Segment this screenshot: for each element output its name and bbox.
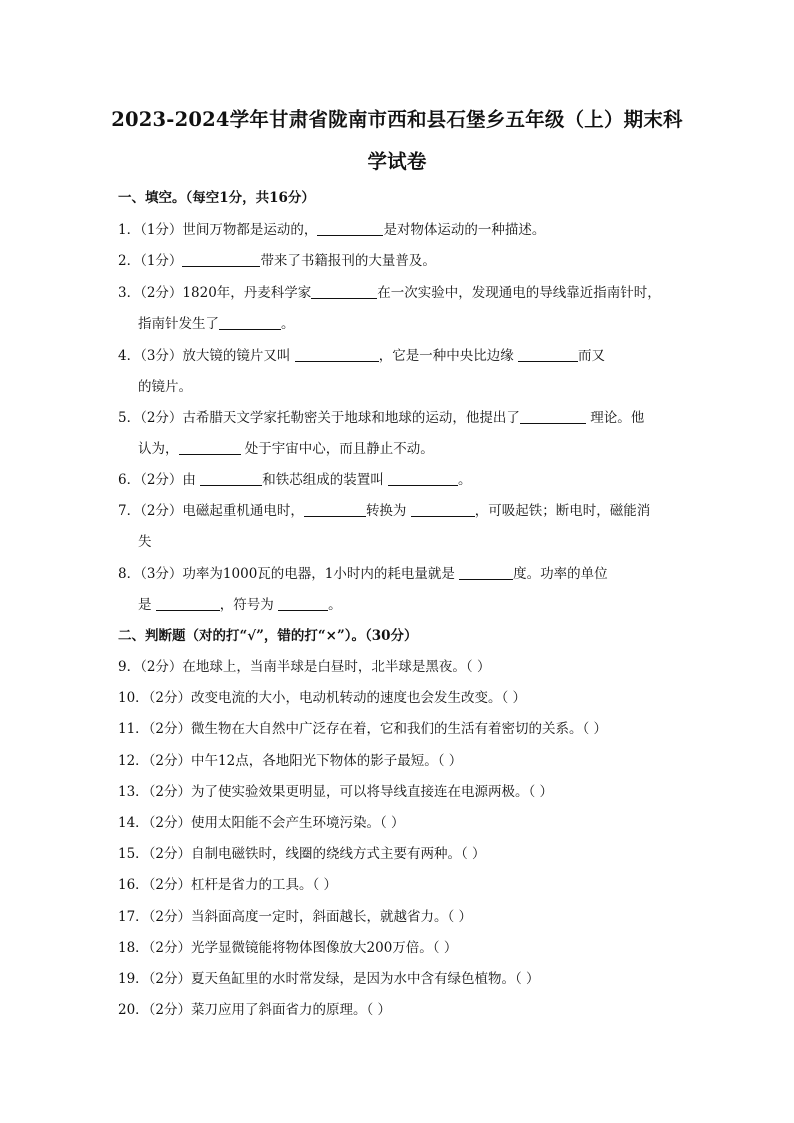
question-1: 1．（1分）世间万物都是运动的， 是对物体运动的一种描述。 <box>118 222 546 238</box>
exam-title-line-2: 学试卷 <box>367 150 427 173</box>
question-18: 18．（2分）光学显微镜能将物体图像放大200万倍。（ ） <box>118 940 458 956</box>
question-13: 13．（2分）为了使实验效果更明显，可以将导线直接连在电源两极。（ ） <box>118 784 554 800</box>
answer-blank[interactable] <box>182 252 260 267</box>
answer-blank[interactable] <box>518 347 578 362</box>
answer-blank[interactable] <box>520 409 586 424</box>
answer-blank[interactable] <box>388 471 458 486</box>
question-11: 11．（2分）微生物在大自然中广泛存在着，它和我们的生活有着密切的关系。（ ） <box>118 721 608 737</box>
question-2: 2．（1分） 带来了书籍报刊的大量普及。 <box>118 253 436 269</box>
exam-title-line-1: 2023-2024学年甘肃省陇南市西和县石堡乡五年级（上）期末科 <box>111 108 683 131</box>
answer-blank[interactable] <box>200 471 262 486</box>
answer-blank[interactable] <box>295 347 379 362</box>
answer-blank[interactable] <box>459 565 513 580</box>
question-16: 16．（2分）杠杆是省力的工具。（ ） <box>118 877 338 893</box>
answer-blank[interactable] <box>411 502 475 517</box>
answer-blank[interactable] <box>219 315 281 330</box>
question-8-continued: 是 ，符号为 。 <box>138 597 342 613</box>
question-7-continued: 失 <box>138 534 152 550</box>
answer-blank[interactable] <box>317 221 383 236</box>
answer-blank[interactable] <box>156 596 220 611</box>
section-heading-fill-blank: 一、填空。（每空1分，共16分） <box>118 190 315 206</box>
question-14: 14．（2分）使用太阳能不会产生环境污染。（ ） <box>118 815 405 831</box>
question-4: 4．（3分）放大镜的镜片又叫 ，它是一种中央比边缘 而又 <box>118 348 606 364</box>
answer-blank[interactable] <box>311 284 377 299</box>
question-6: 6．（2分）由 和铁芯组成的装置叫 。 <box>118 472 472 488</box>
question-19: 19．（2分）夏天鱼缸里的水时常发绿，是因为水中含有绿色植物。（ ） <box>118 971 540 987</box>
question-12: 12．（2分）中午12点，各地阳光下物体的影子最短。（ ） <box>118 753 463 769</box>
answer-blank[interactable] <box>278 596 328 611</box>
question-8: 8．（3分）功率为1000瓦的电器，1小时内的耗电量就是 度。功率的单位 <box>118 566 608 582</box>
question-3: 3．（2分）1820年，丹麦科学家 在一次实验中，发现通电的导线靠近指南针时， <box>118 285 661 301</box>
answer-blank[interactable] <box>304 502 366 517</box>
answer-blank[interactable] <box>179 440 241 455</box>
question-5-continued: 认为， 处于宇宙中心，而且静止不动。 <box>138 441 434 457</box>
section-heading-true-false: 二、判断题（对的打“√”，错的打“×”）。（30分） <box>118 628 418 644</box>
question-3-continued: 指南针发生了 。 <box>138 316 295 332</box>
question-17: 17．（2分）当斜面高度一定时，斜面越长，就越省力。（ ） <box>118 909 473 925</box>
question-15: 15．（2分）自制电磁铁时，线圈的绕线方式主要有两种。（ ） <box>118 846 486 862</box>
question-9: 9．（2分）在地球上，当南半球是白昼时，北半球是黑夜。（ ） <box>118 659 491 675</box>
question-7: 7．（2分）电磁起重机通电时， 转换为 ，可吸起铁；断电时，磁能消 <box>118 503 651 519</box>
question-10: 10．（2分）改变电流的大小，电动机转动的速度也会发生改变。（ ） <box>118 690 527 706</box>
question-5: 5．（2分）古希腊天文学家托勒密关于地球和地球的运动，他提出了 理论。他 <box>118 410 645 426</box>
question-4-continued: 的镜片。 <box>138 379 192 395</box>
question-20: 20．（2分）菜刀应用了斜面省力的原理。（ ） <box>118 1002 392 1018</box>
